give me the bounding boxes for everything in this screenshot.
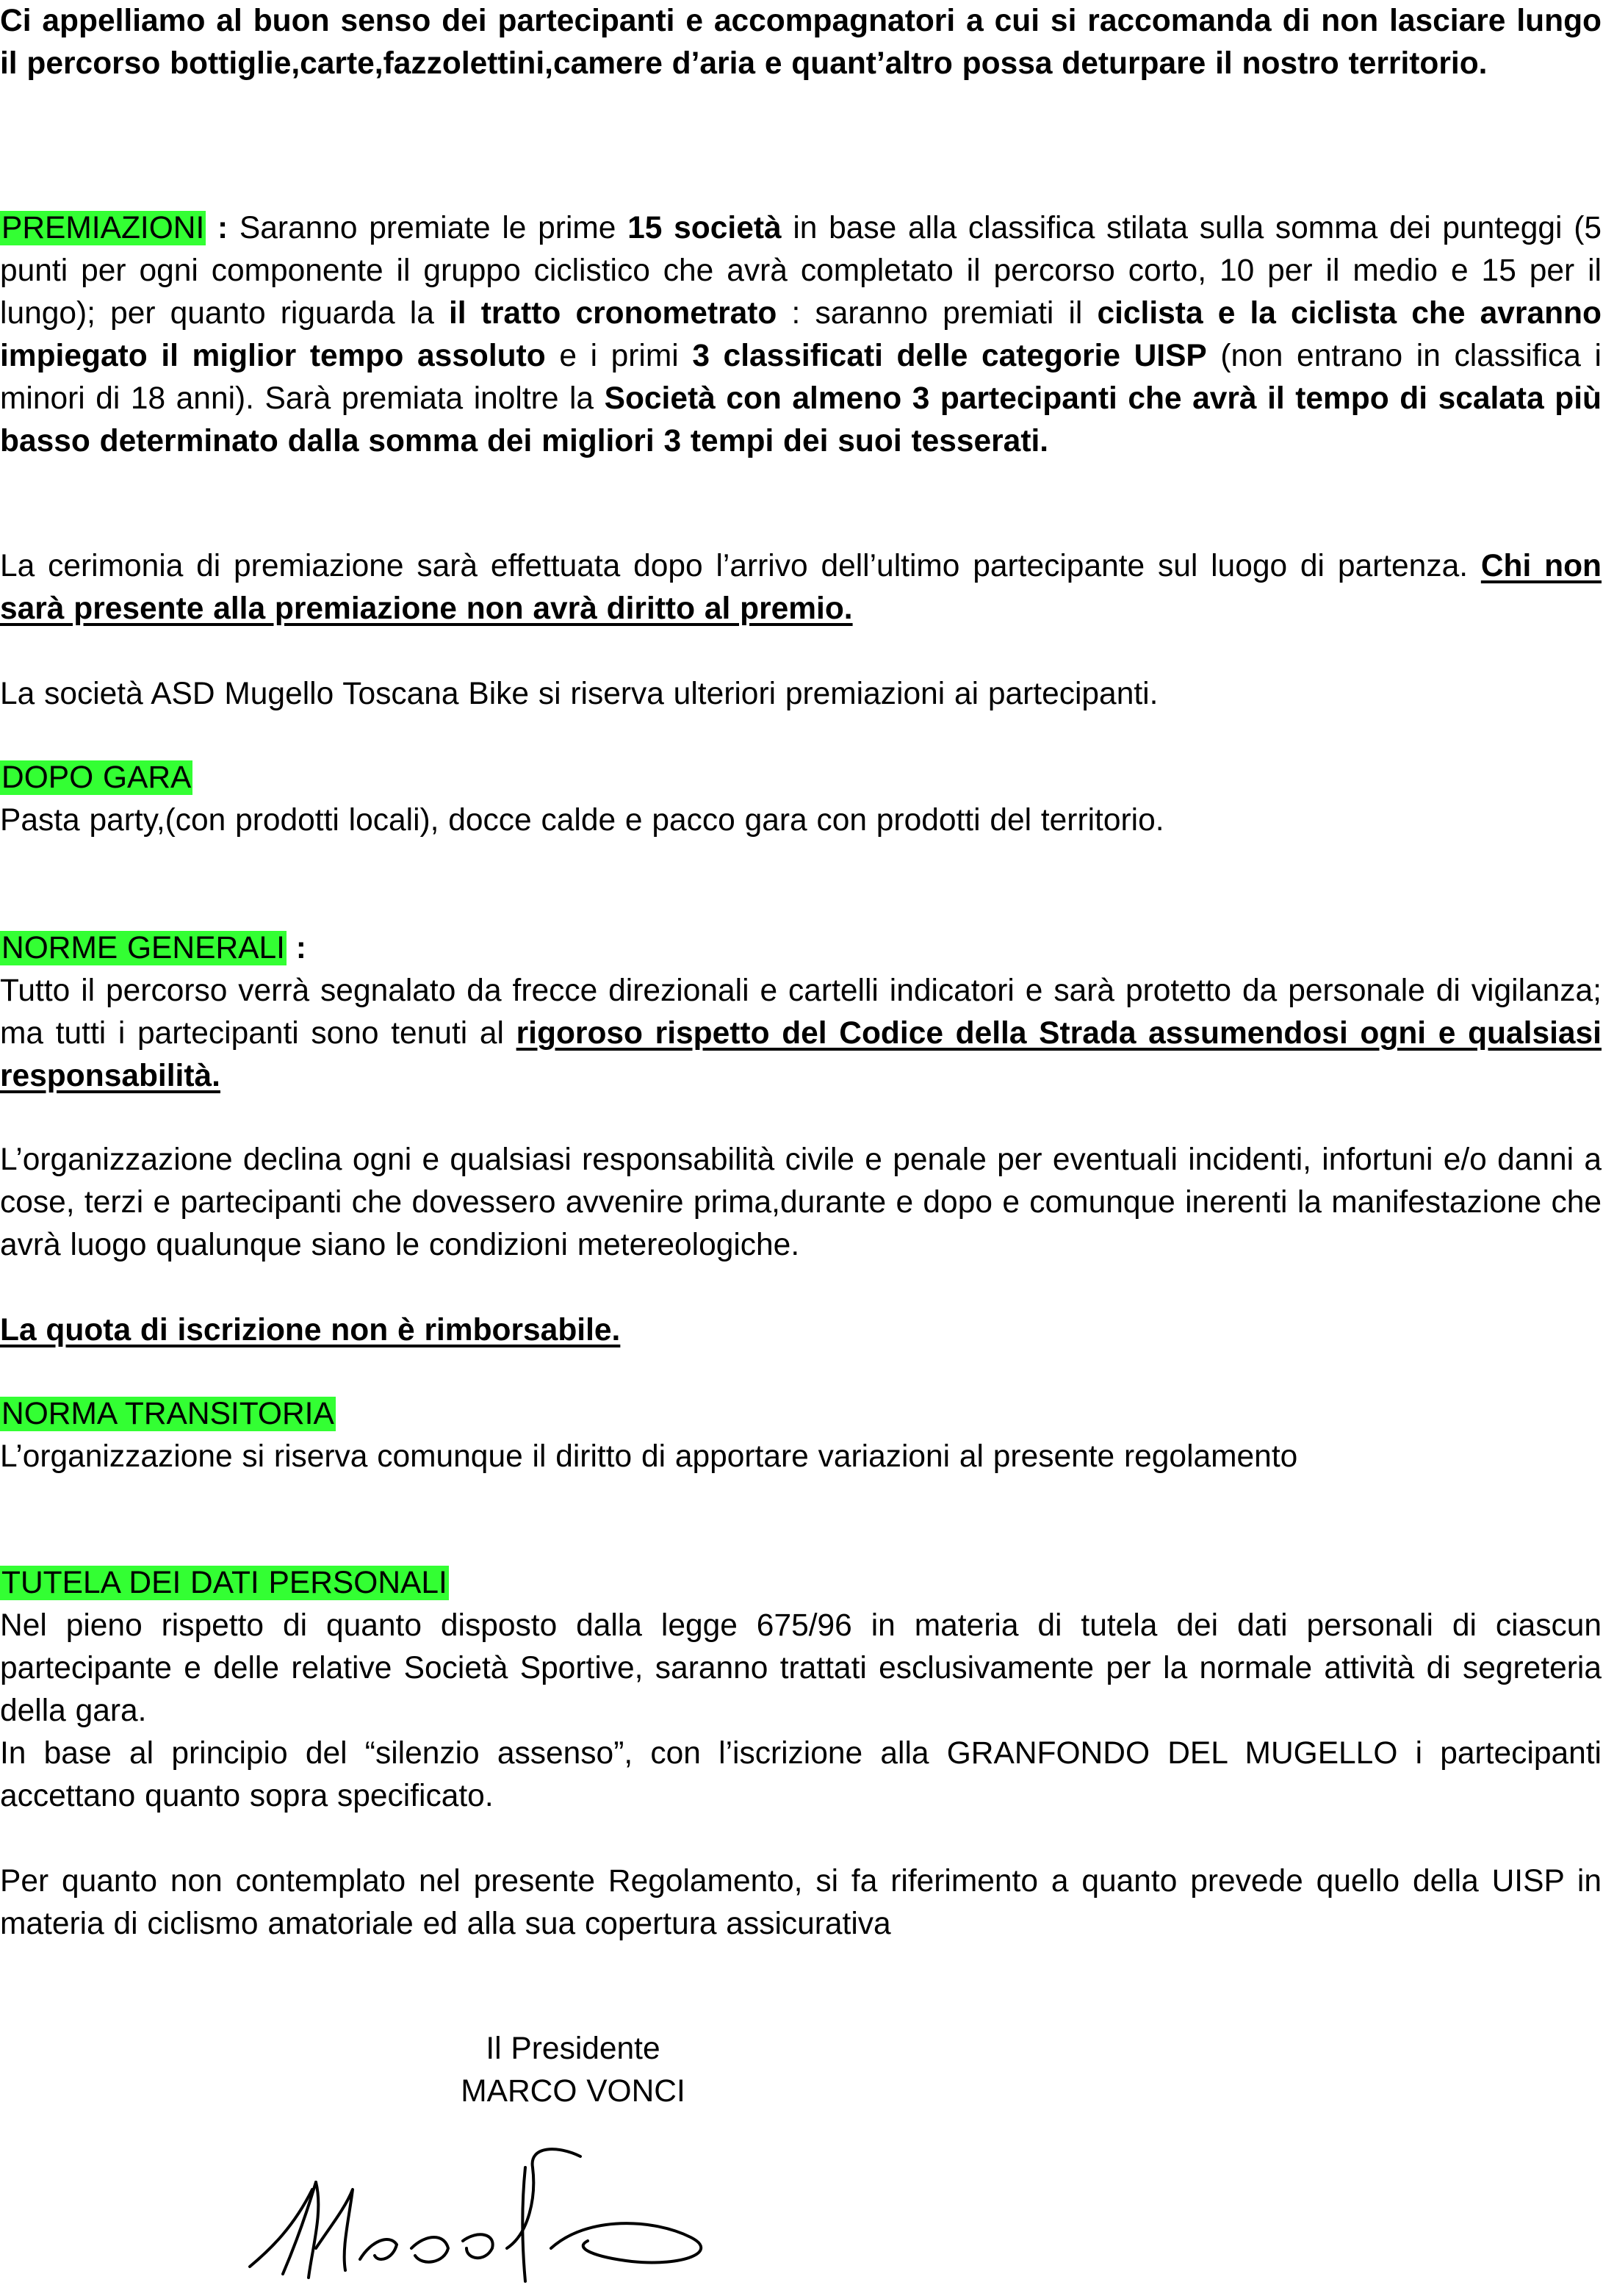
tutela-paragraph-1: Nel pieno rispetto di quanto disposto dalla legge 675/96 in materia di tutela dei dati personali di ciascun partecipante e delle relative Società Sportive, saranno trattati esclusivamente per la normale attività di segreteria della gara. <box>0 1608 1602 1728</box>
premio-warning: Chi non sarà presente alla premiazione non avrà diritto al premio. <box>0 549 1602 626</box>
premiazioni-paragraph: PREMIAZIONI : Saranno premiate le prime 15 società in base alla classifica stilata sulla somma dei punteggi (5 punti per ogni componente il gruppo ciclistico che avrà completato il percorso corto, 10 per il medio e 15 per il lungo); per quanto riguarda la il tratto cronometrato : saranno premiati il ciclista e la ciclista che avranno impiegato il miglior tempo assoluto e i primi 3 classificati delle categorie UISP (non entrano in classifica i minori di 18 anni). Sarà premiata inoltre la Società con almeno 3 partecipanti che avrà il tempo di scalata più basso determinato dalla somma dei migliori 3 tempi dei suoi tesserati. <box>0 211 1602 458</box>
tutela-heading: TUTELA DEI DATI PERSONALI <box>1 1566 447 1600</box>
signature-role: Il Presidente <box>486 2032 660 2066</box>
tutela-heading-line <box>0 1562 1602 1605</box>
norme-generali-heading: NORME GENERALI <box>1 931 285 965</box>
norma-transitoria-heading: NORMA TRANSITORIA <box>1 1397 334 1431</box>
premiazioni-heading: PREMIAZIONI <box>1 211 205 245</box>
extra-awards-paragraph: La società ASD Mugello Toscana Bike si riserva ulteriori premiazioni ai partecipanti. <box>0 677 1159 711</box>
signature-name: MARCO VONCI <box>461 2074 685 2109</box>
norme-generali-heading-line: NORME GENERALI : <box>1 931 306 965</box>
norma-transitoria-text: L’organizzazione si riserva comunque il diritto di apportare variazioni al presente regolamento <box>0 1439 1298 1474</box>
ceremony-paragraph: La cerimonia di premiazione sarà effettuata dopo l’arrivo dell’ultimo partecipante sul luogo di partenza. Chi non sarà presente alla premiazione non avrà diritto al premio. <box>0 549 1602 626</box>
norme-generali-paragraph: Tutto il percorso verrà segnalato da frecce direzionali e cartelli indicatori e sarà protetto da personale di vigilanza; ma tutti i partecipanti sono tenuti al rigoroso rispetto del Codice della Strada assumendosi ogni e qualsiasi responsabilità. <box>0 974 1602 1093</box>
handwritten-signature <box>242 2138 830 2292</box>
dopo-gara-heading: DOPO GARA <box>1 760 192 795</box>
tutela-paragraph-2: In base al principio del “silenzio assenso”, con l’iscrizione alla GRANFONDO DEL MUGELLO i partecipanti accettano quanto sopra specificato. <box>0 1736 1602 1813</box>
closing-paragraph: Per quanto non contemplato nel presente Regolamento, si fa riferimento a quanto prevede quello della UISP in materia di ciclismo amatoriale ed alla sua copertura assicurativa <box>0 1864 1602 1941</box>
refund-notice: La quota di iscrizione non è rimborsabile. <box>0 1313 621 1347</box>
dopo-gara-heading-line <box>0 757 1602 799</box>
intro-paragraph: Ci appelliamo al buon senso dei partecipanti e accompagnatori a cui si raccomanda di non lasciare lungo il percorso bottiglie,carte,fazzolettini,camere d’aria e quant’altro possa deturpare il nostro territorio. <box>0 4 1602 81</box>
liability-paragraph: L’organizzazione declina ogni e qualsiasi responsabilità civile e penale per eventuali incidenti, infortuni e/o danni a cose, terzi e partecipanti che dovessero avvenire prima,durante e dopo e comunque inerenti la manifestazione che avrà luogo qualunque siano le condizioni metereologiche. <box>0 1142 1602 1262</box>
dopo-gara-text: Pasta party,(con prodotti locali), docce calde e pacco gara con prodotti del territorio. <box>0 803 1164 838</box>
norma-transitoria-heading-line <box>0 1393 1602 1436</box>
